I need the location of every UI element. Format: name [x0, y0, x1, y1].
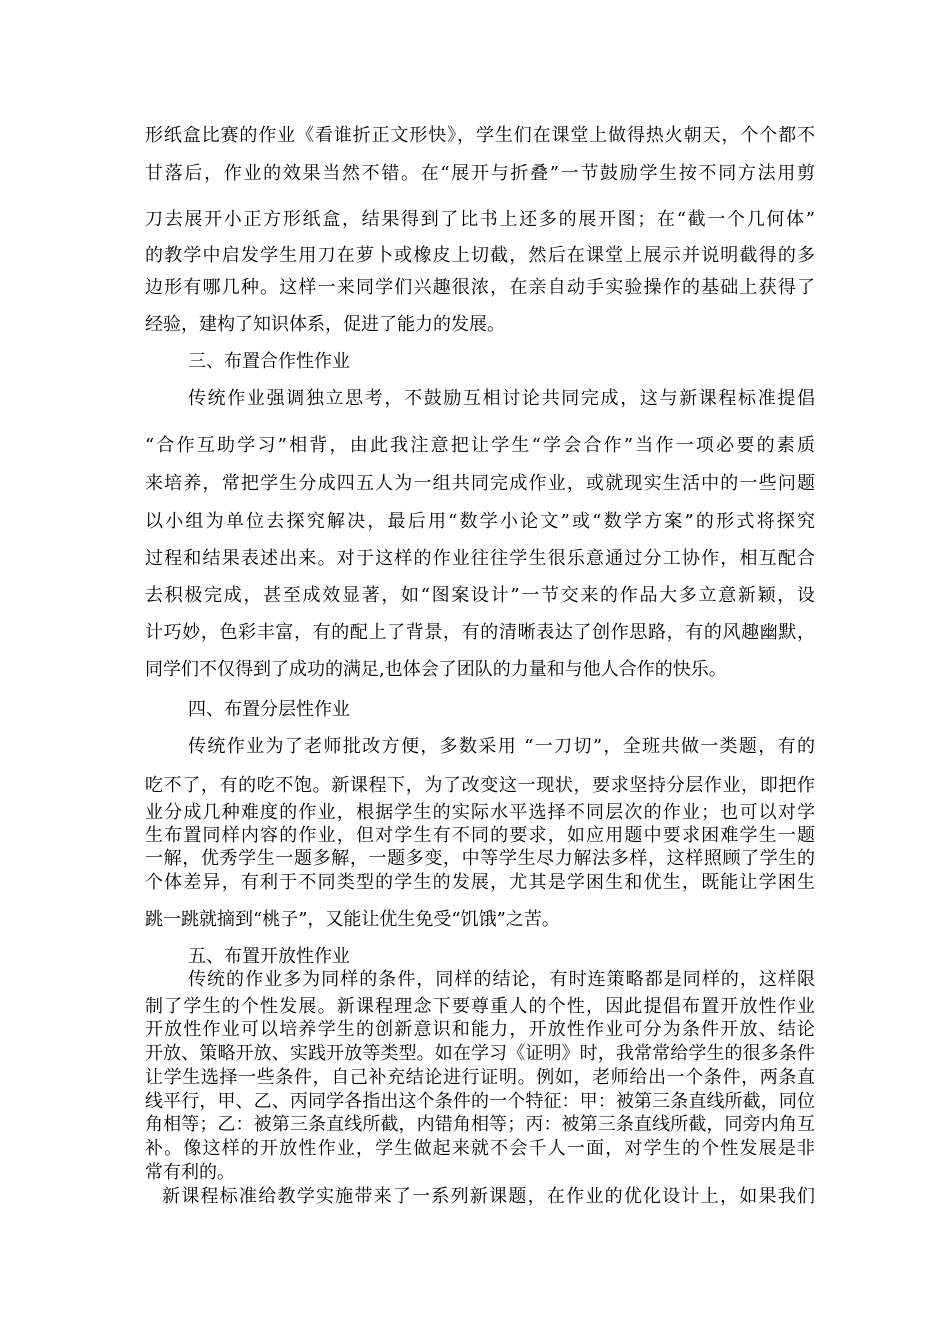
section-3-line-3: 来培养，常把学生分成四五人为一组共同完成作业，或就现实生活中的一些问题: [145, 473, 815, 494]
section-4-line-5: 一解，优秀学生一题多解，一题多变，中等学生尽力解法多样，这样照顾了学生的: [145, 848, 815, 869]
closing-line-1: 新课程标准给教学实施带来了一系列新课题，在作业的优化设计上，如果我们: [162, 1186, 815, 1207]
paragraph-1-line-2: 甘落后，作业的效果当然不错。在“展开与折叠”一节鼓励学生按不同方法用剪: [145, 163, 815, 184]
section-3-line-4: 以小组为单位去探究解决，最后用“数学小论文”或“数学方案”的形式将探究: [145, 511, 815, 532]
section-3-line-7: 计巧妙，色彩丰富，有的配上了背景，有的清晰表达了创作思路，有的风趣幽默，: [145, 622, 815, 643]
section-5-line-6: 线平行，甲、乙、丙同学各指出这个条件的一个特征：甲：被第三条直线所截，同位: [145, 1091, 815, 1112]
paragraph-1-line-5: 边形有哪几种。这样一来同学们兴趣很浓，在亲自动手实验操作的基础上获得了: [145, 277, 815, 298]
section-4-heading: 四、布置分层性作业: [188, 699, 350, 720]
section-5-line-9: 常有利的。: [145, 1162, 235, 1183]
section-5-line-5: 让学生选择一些条件，自己补充结论进行证明。例如，老师给出一个条件，两条直: [145, 1067, 815, 1088]
paragraph-1-line-6: 经验，建构了知识体系，促进了能力的发展。: [145, 314, 505, 335]
section-5-line-7: 角相等；乙：被第三条直线所截，内错角相等；丙：被第三条直线所截，同旁内角互: [145, 1114, 815, 1135]
section-3-line-6: 去积极完成，甚至成效显著，如“图案设计”一节交来的作品大多立意新颖，设: [145, 585, 815, 606]
section-5-heading: 五、布置开放性作业: [188, 946, 350, 967]
section-4-line-1: 传统作业为了老师批改方便，多数采用 “一刀切”，全班共做一类题，有的: [188, 736, 815, 757]
section-4-line-2: 吃不了，有的吃不饱。新课程下，为了改变这一现状，要求坚持分层作业，即把作: [145, 775, 815, 796]
section-5-line-4: 开放、策略开放、实践开放等类型。如在学习《证明》时，我常常给学生的很多条件: [145, 1043, 815, 1064]
paragraph-1-line-1: 形纸盒比赛的作业《看谁折正文形快》，学生们在课堂上做得热火朝天，个个都不: [145, 125, 815, 146]
section-3-line-5: 过程和结果表述出来。对于这样的作业往往学生很乐意通过分工协作，相互配合: [145, 548, 815, 569]
section-3-line-1: 传统作业强调独立思考，不鼓励互相讨论共同完成，这与新课程标准提倡: [188, 388, 815, 409]
section-5-line-8: 补。像这样的开放性作业，学生做起来就不会千人一面，对学生的个性发展是非: [145, 1138, 815, 1159]
section-4-line-7: 跳一跳就摘到“桃子”，又能让优生免受“饥饿”之苦。: [145, 909, 560, 930]
section-5-line-1: 传统的作业多为同样的条件，同样的结论，有时连策略都是同样的，这样限: [188, 969, 815, 990]
paragraph-1-line-4: 的教学中启发学生用刀在萝卜或橡皮上切截，然后在课堂上展示并说明截得的多: [145, 245, 815, 266]
section-4-line-3: 业分成几种难度的作业，根据学生的实际水平选择不同层次的作业；也可以对学: [145, 802, 815, 823]
section-4-line-4: 生布置同样内容的作业，但对学生有不同的要求，如应用题中要求困难学生一题: [145, 825, 815, 846]
section-5-line-3: 开放性作业可以培养学生的创新意识和能力，开放性作业可分为条件开放、结论: [145, 1019, 815, 1040]
section-3-line-8: 同学们不仅得到了成功的满足,也体会了团队的力量和与他人合作的快乐。: [145, 659, 727, 680]
paragraph-1-line-3: 刀去展开小正方形纸盒，结果得到了比书上还多的展开图；在“截一个几何体”: [145, 209, 815, 230]
section-3-line-2: “合作互助学习”相背，由此我注意把让学生“学会合作”当作一项必要的素质: [145, 435, 815, 456]
section-3-heading: 三、布置合作性作业: [188, 351, 350, 372]
section-4-line-6: 个体差异，有利于不同类型的学生的发展，尤其是学困生和优生，既能让学困生: [145, 872, 815, 893]
section-5-line-2: 制了学生的个性发展。新课程理念下要尊重人的个性，因此提倡布置开放性作业: [145, 996, 815, 1017]
